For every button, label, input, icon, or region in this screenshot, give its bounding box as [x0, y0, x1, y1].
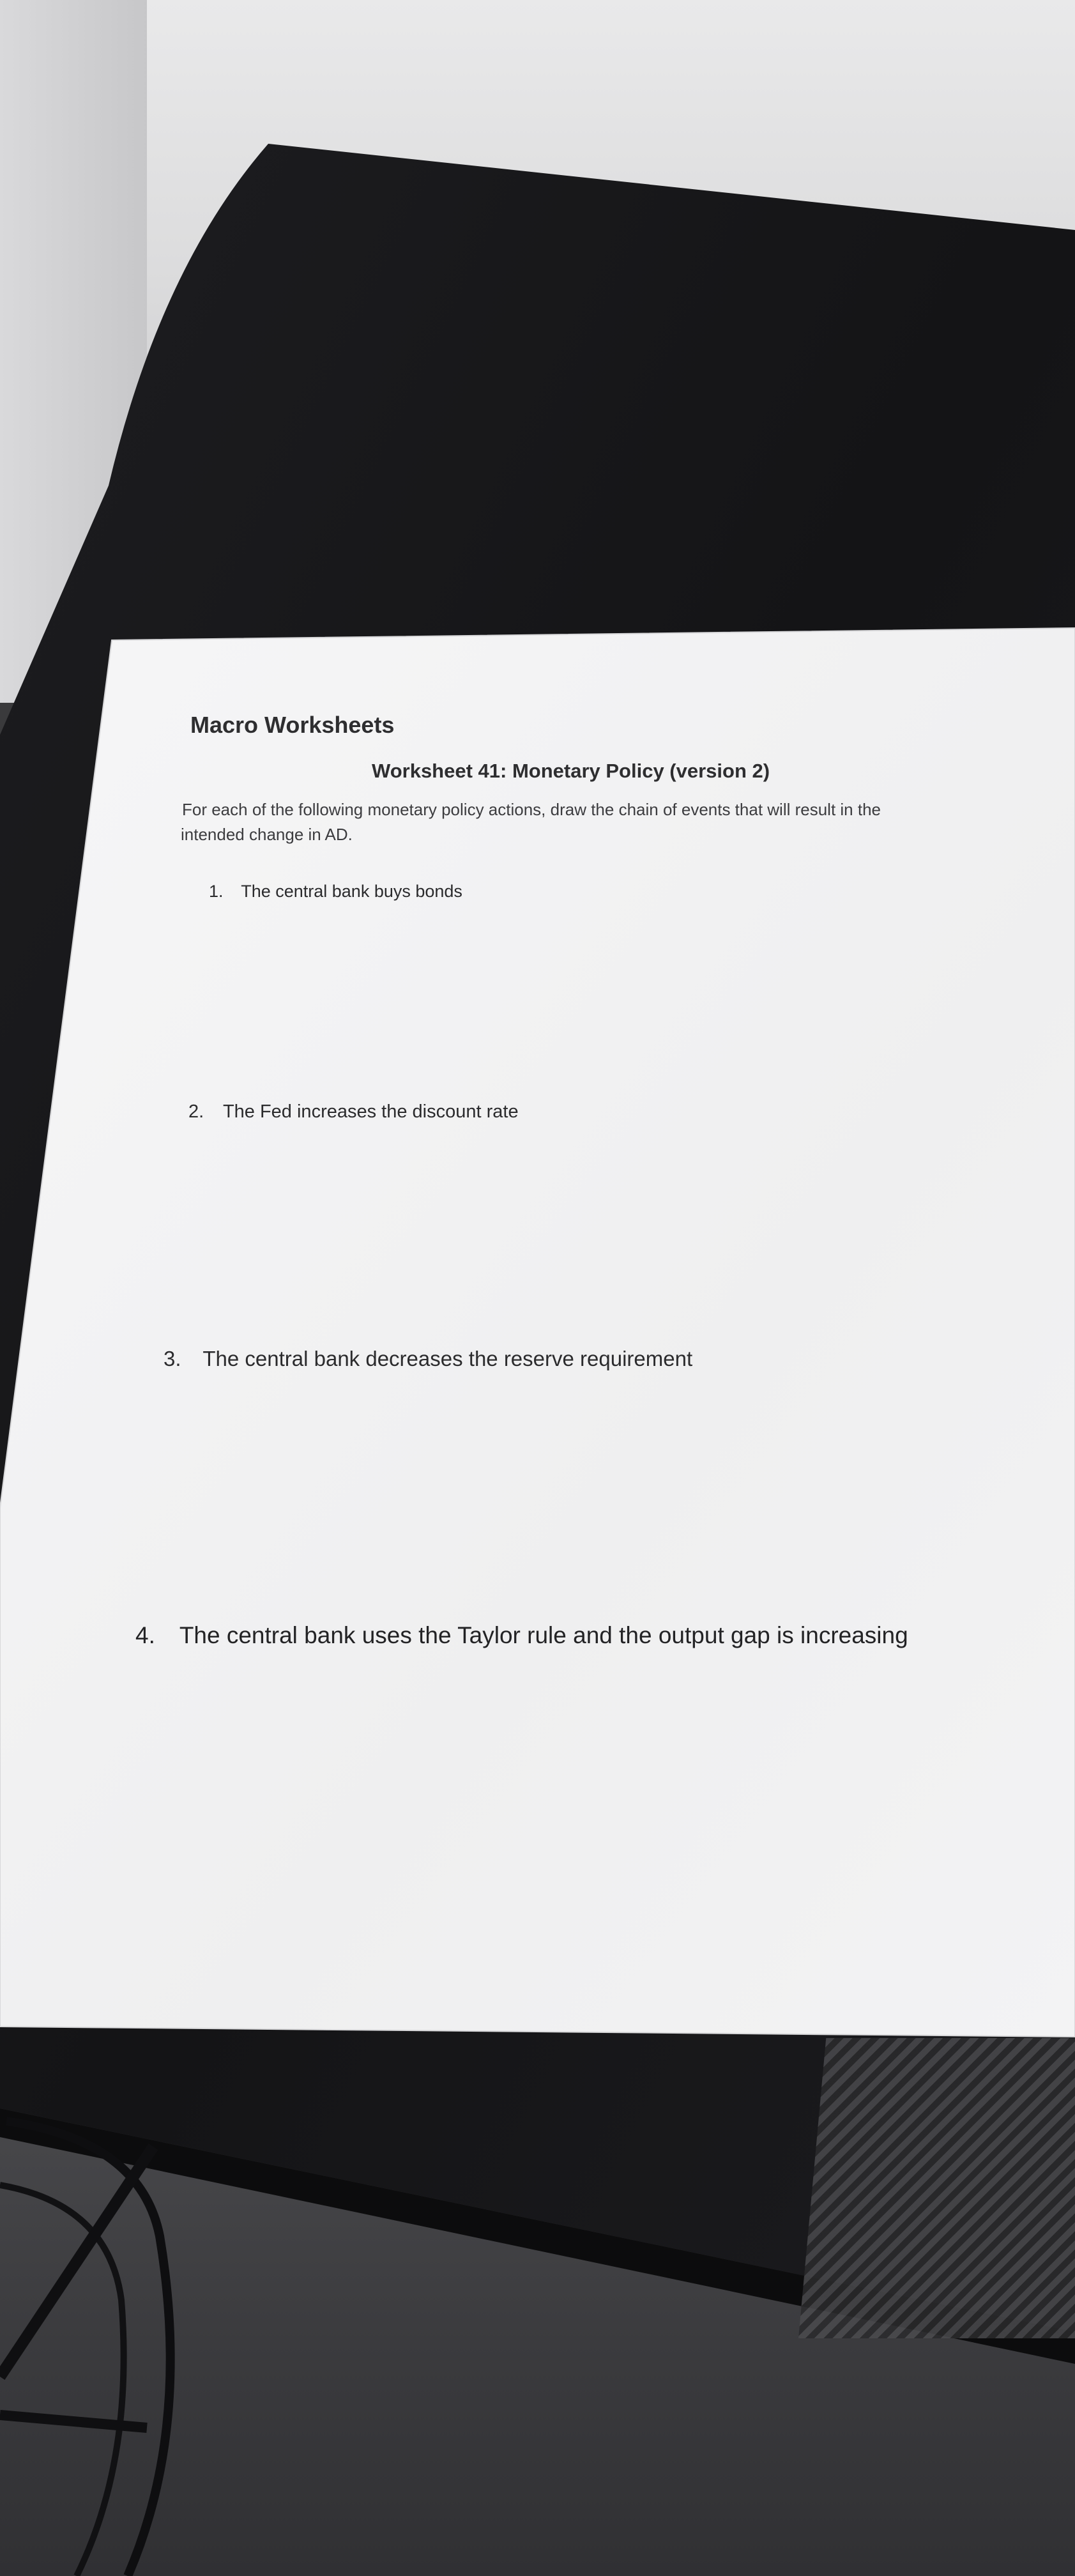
question-number: 4.	[135, 1622, 155, 1648]
question-2	[188, 1101, 519, 1123]
worksheet-header: Macro Worksheets	[190, 712, 395, 738]
question-number: 1.	[209, 882, 224, 901]
instructions-line-1: For each of the following monetary policy actions, draw the chain of events that will result in the	[182, 800, 881, 819]
question-number: 3.	[164, 1347, 181, 1370]
question-1	[209, 882, 462, 901]
instructions-line-2: intended change in AD.	[181, 825, 353, 844]
paper-sheet	[0, 628, 1075, 2037]
question-text: The central bank uses the Taylor rule and the output gap is increasing	[179, 1622, 908, 1648]
question-3	[164, 1347, 692, 1371]
question-text: The central bank buys bonds	[241, 882, 462, 901]
worksheet-title: Worksheet 41: Monetary Policy (version 2)	[372, 760, 770, 782]
question-number: 2.	[188, 1101, 204, 1122]
question-text: The Fed increases the discount rate	[222, 1101, 519, 1122]
question-4	[135, 1622, 908, 1649]
question-text: The central bank decreases the reserve requirement	[202, 1347, 693, 1370]
